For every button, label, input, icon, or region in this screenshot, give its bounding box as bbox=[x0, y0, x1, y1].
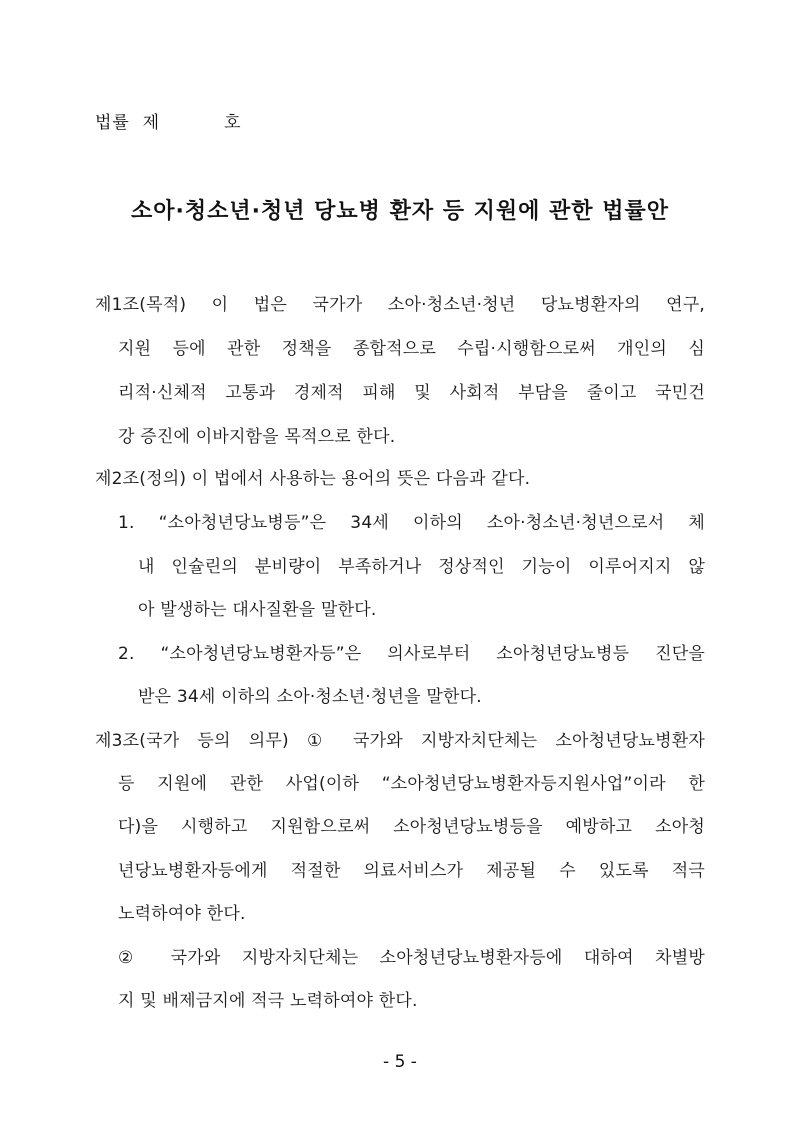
document-title: 소아·청소년·청년 당뇨병 환자 등 지원에 관한 법률안 bbox=[131, 199, 669, 224]
article-3-line-2: 등 지원에 관한 사업(이하 “소아청년당뇨병환자등지원사업”이라 한 bbox=[118, 774, 705, 794]
article-3-line-1: 제3조(국가 등의 의무) ① 국가와 지방자치단체는 소아청년당뇨병환자 bbox=[95, 731, 705, 751]
page-number: - 5 - bbox=[383, 1052, 417, 1072]
article-1-line-1: 제1조(목적) 이 법은 국가가 소아·청소년·청년 당뇨병환자의 연구, bbox=[95, 295, 705, 315]
article-1-line-2: 지원 등에 관한 정책을 종합적으로 수립·시행함으로써 개인의 심 bbox=[118, 339, 705, 359]
article-3-para-2-line-1: ② 국가와 지방자치단체는 소아청년당뇨병환자등에 대하여 차별방 bbox=[118, 948, 705, 968]
article-3-para-2-line-2: 지 및 배제금지에 적극 노력하여야 한다. bbox=[118, 991, 418, 1011]
article-2-item-1-line-1: 1. “소아청년당뇨병등”은 34세 이하의 소아·청소년·청년으로서 체 bbox=[118, 513, 705, 533]
article-2-item-2-line-2: 받은 34세 이하의 소아·청소년·청년을 말한다. bbox=[138, 687, 482, 707]
law-number-line: 법률 제 호 bbox=[95, 113, 242, 133]
article-3-line-3: 다)을 시행하고 지원함으로써 소아청년당뇨병등을 예방하고 소아청 bbox=[118, 817, 705, 837]
article-3-line-4: 년당뇨병환자등에게 적절한 의료서비스가 제공될 수 있도록 적극 bbox=[118, 861, 705, 881]
article-2-item-1-line-2: 내 인슐린의 분비량이 부족하거나 정상적인 기능이 이루어지지 않 bbox=[138, 557, 705, 577]
article-3-line-5: 노력하여야 한다. bbox=[118, 904, 246, 924]
article-2-item-2-line-1: 2. “소아청년당뇨병환자등”은 의사로부터 소아청년당뇨병등 진단을 bbox=[118, 644, 705, 664]
article-2-heading: 제2조(정의) 이 법에서 사용하는 용어의 뜻은 다음과 같다. bbox=[95, 469, 531, 489]
article-1-line-3: 리적·신체적 고통과 경제적 피해 및 사회적 부담을 줄이고 국민건 bbox=[118, 383, 705, 403]
article-2-item-1-line-3: 아 발생하는 대사질환을 말한다. bbox=[138, 600, 377, 620]
article-1-line-4: 강 증진에 이바지함을 목적으로 한다. bbox=[118, 427, 396, 447]
